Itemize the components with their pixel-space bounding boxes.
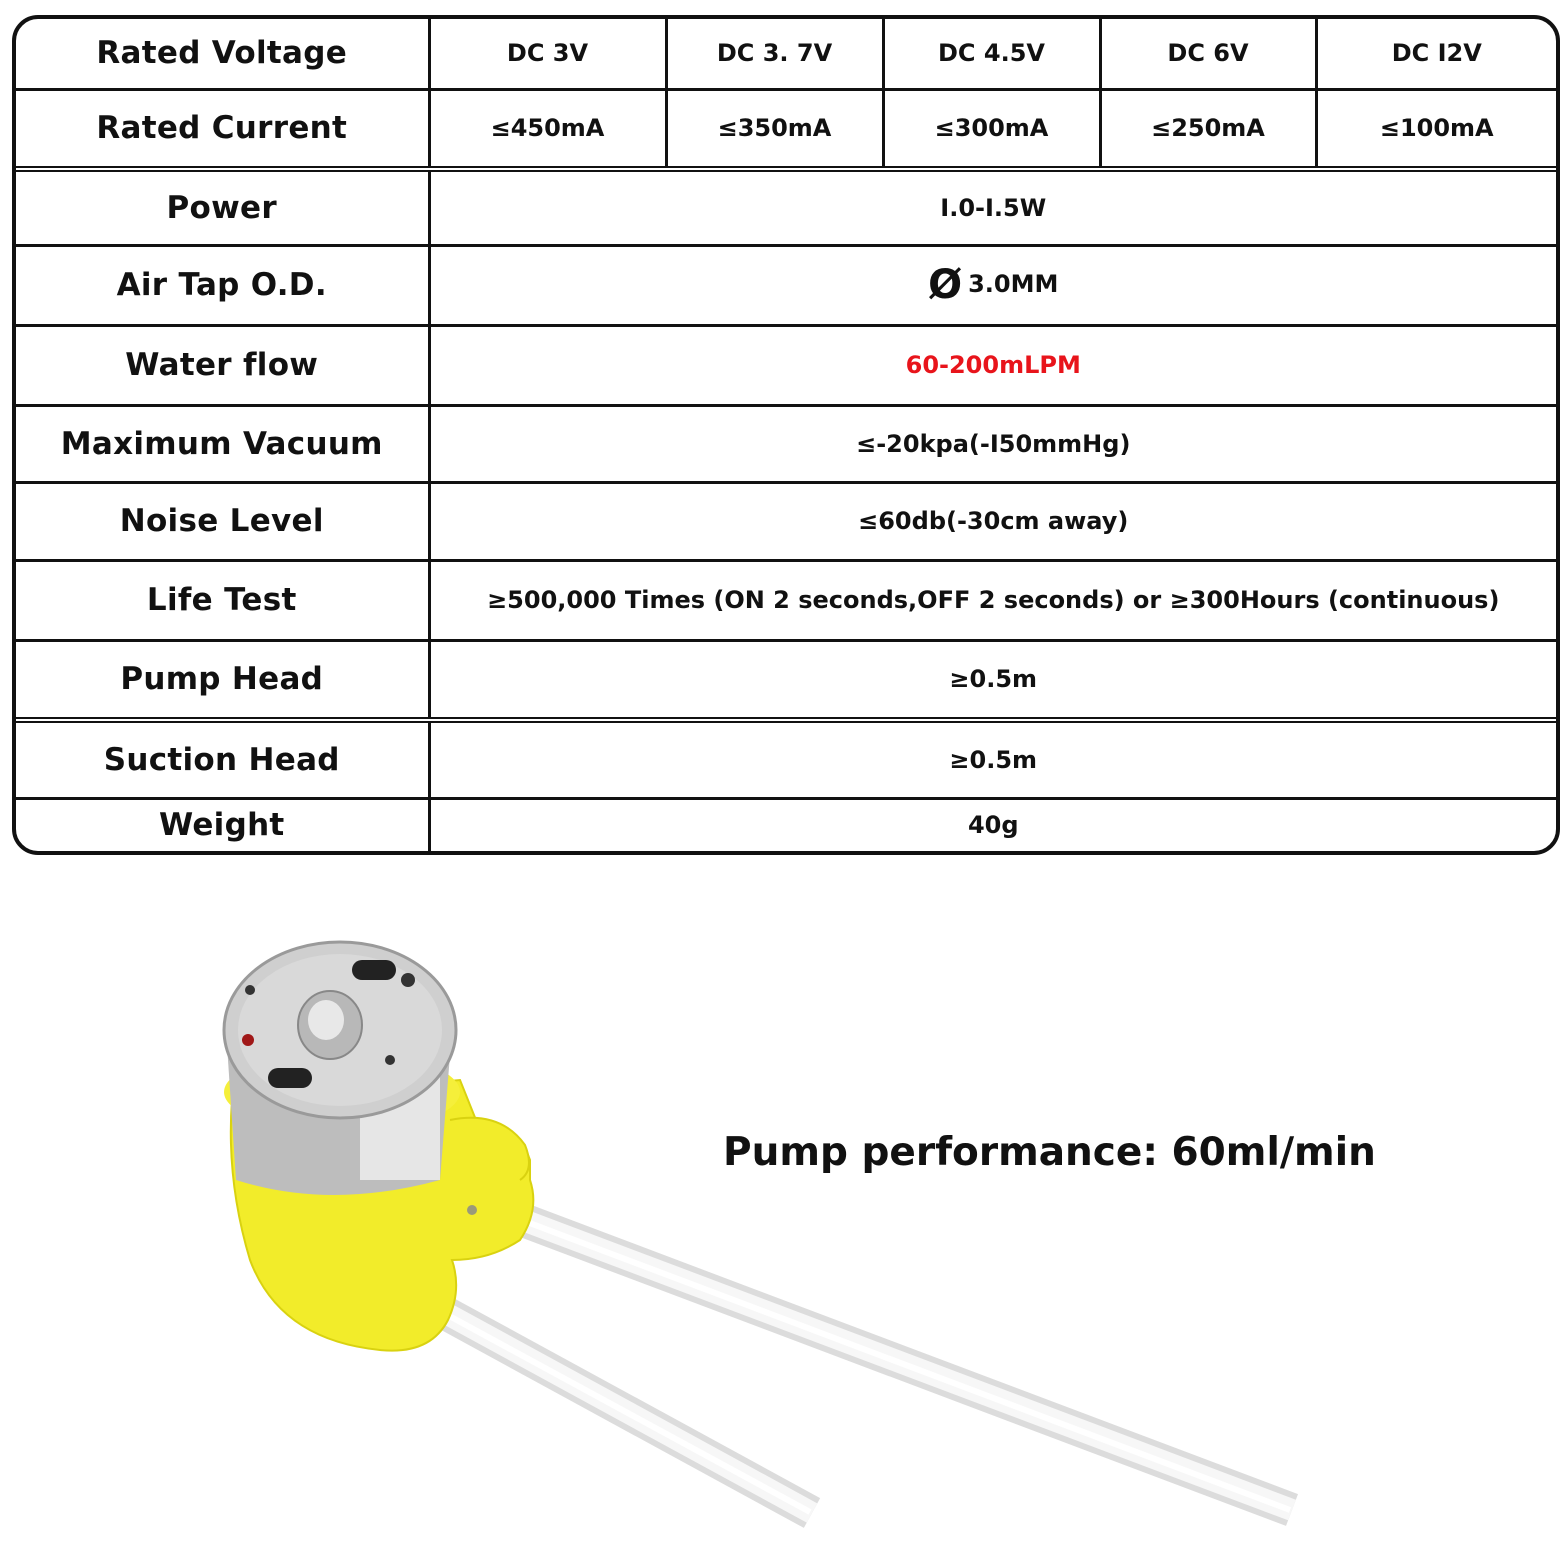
spec-label-water-flow: Water flow: [16, 325, 429, 405]
diameter-icon: Ø: [928, 262, 963, 308]
air-tap-value: 3.0MM: [968, 270, 1059, 298]
voltage-cell: DC 4.5V: [883, 19, 1100, 89]
tube-short: [440, 1310, 812, 1513]
spec-label-life-test: Life Test: [16, 560, 429, 640]
current-cell: ≤350mA: [666, 89, 883, 169]
tube-long: [470, 1200, 1292, 1510]
current-cell: ≤450mA: [429, 89, 666, 169]
pump-illustration: [0, 880, 1568, 1568]
voltage-cell: DC I2V: [1316, 19, 1556, 89]
spec-label-noise: Noise Level: [16, 482, 429, 560]
current-cell: ≤250mA: [1100, 89, 1316, 169]
performance-caption: Pump performance: 60ml/min: [723, 1130, 1376, 1175]
voltage-cell: DC 3V: [429, 19, 666, 89]
spec-value-suction-head: ≥0.5m: [429, 720, 1556, 798]
spec-value-air-tap: [429, 245, 1556, 325]
spec-label-power: Power: [16, 169, 429, 245]
spec-label-air-tap: Air Tap O.D.: [16, 245, 429, 325]
current-cell: ≤300mA: [883, 89, 1100, 169]
spec-label-max-vacuum: Maximum Vacuum: [16, 405, 429, 482]
spec-value-noise: ≤60db(-30cm away): [429, 482, 1556, 560]
rated-voltage-label: Rated Voltage: [16, 19, 429, 89]
spec-value-water-flow: 60-200mLPM: [429, 325, 1556, 405]
current-cell: ≤100mA: [1316, 89, 1556, 169]
spec-label-suction-head: Suction Head: [16, 720, 429, 798]
rated-current-label: Rated Current: [16, 89, 429, 169]
spec-value-weight: 40g: [429, 798, 1556, 851]
spec-value-life-test: ≥500,000 Times (ON 2 seconds,OFF 2 seconds) or ≥300Hours (continuous): [429, 560, 1556, 640]
spec-value-pump-head: ≥0.5m: [429, 640, 1556, 720]
motor: [224, 942, 456, 1195]
voltage-cell: DC 6V: [1100, 19, 1316, 89]
spec-label-pump-head: Pump Head: [16, 640, 429, 720]
spec-value-max-vacuum: ≤-20kpa(-I50mmHg): [429, 405, 1556, 482]
voltage-cell: DC 3. 7V: [666, 19, 883, 89]
spec-label-weight: Weight: [16, 798, 429, 851]
spec-table: [12, 15, 1560, 855]
pump-image: [0, 880, 1568, 1568]
spec-value-power: I.0-I.5W: [429, 169, 1556, 245]
